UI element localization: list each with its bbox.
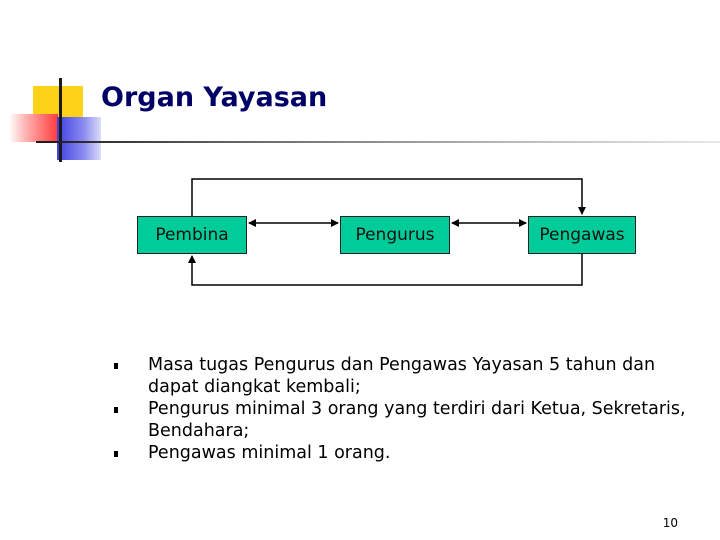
bullet-text: Pengurus minimal 3 orang yang terdiri dari Ketua, Sekretaris, Bendahara;: [148, 399, 686, 441]
bullet-list: [100, 354, 700, 464]
bullet-marker: [114, 451, 118, 457]
arrow-pengawas-to-pembina: [192, 254, 582, 285]
bullet-item: [100, 442, 700, 464]
node-pembina: Pembina: [137, 216, 247, 254]
bullet-marker: [114, 363, 118, 369]
page-number: 10: [662, 516, 678, 530]
arrow-pembina-to-pengawas: [192, 179, 582, 216]
bullet-text: Pengawas minimal 1 orang.: [148, 443, 391, 463]
bullet-text: Masa tugas Pengurus dan Pengawas Yayasan 5 tahun dan dapat diangkat kembali;: [148, 355, 656, 397]
bullet-item: [100, 354, 700, 398]
slide-title: Organ Yayasan: [101, 82, 328, 113]
bullet-marker: [114, 407, 118, 413]
node-pengawas: Pengawas: [528, 216, 636, 254]
node-pengurus: Pengurus: [340, 216, 450, 254]
bullet-item: [100, 398, 700, 442]
